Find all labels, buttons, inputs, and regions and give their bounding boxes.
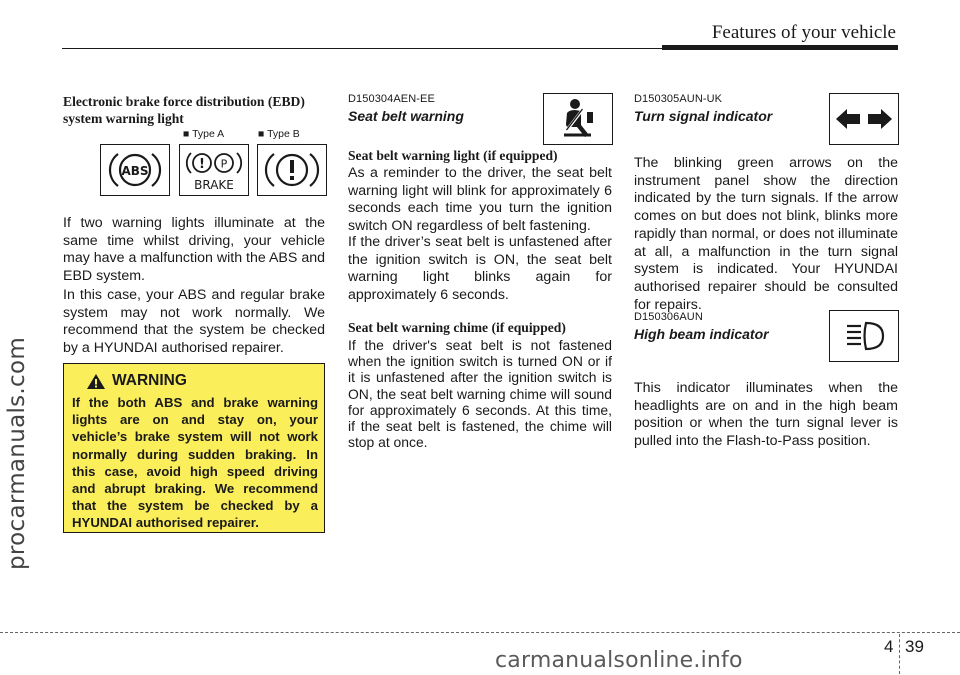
- header-rule: [62, 48, 662, 49]
- abs-icon: [105, 148, 165, 192]
- type-b-text: Type B: [267, 128, 300, 140]
- warning-title: WARNING: [112, 372, 187, 389]
- turn-signal-paragraph: The blinking green arrows on the instrument panel show the direction indicated by the turn signals. If the arrow comes on but does not blink, blinks more rapidly than normal, or does not illuminate at all, a malfunction in the turn signal system is indicated. Your HYUNDAI authorised repairer should be consulted for repairs.: [634, 155, 898, 313]
- seatbelt-light-subheading: Seat belt warning light (if equipped): [348, 148, 558, 163]
- warning-box: [63, 363, 325, 533]
- page-header-title: Features of your vehicle: [711, 22, 896, 43]
- turn-signal-icon-box: [829, 93, 899, 145]
- high-beam-code: D150306AUN: [634, 311, 703, 323]
- high-beam-paragraph: This indicator illuminates when the headlights are on and in the high beam position or when the turn signal lever is pulled into the Flash-to-Pass position.: [634, 380, 898, 450]
- exclamation-icon: [262, 148, 322, 192]
- footer-rule: [0, 632, 960, 633]
- warning-triangle-icon: [86, 373, 106, 390]
- turn-signal-title: Turn signal indicator: [634, 108, 773, 124]
- brake-icon: [183, 147, 245, 193]
- high-beam-icon-box: [829, 310, 899, 362]
- bottom-watermark: carmanualsonline.info: [495, 648, 743, 673]
- svg-text:!: !: [199, 157, 205, 172]
- parking-p-text: P: [220, 157, 228, 171]
- high-beam-title: High beam indicator: [634, 326, 769, 342]
- type-a-text: Type A: [192, 128, 225, 140]
- type-a-label: ■ Type A: [183, 128, 225, 140]
- ebd-heading-line1: Electronic brake force distribution (EBD): [63, 94, 305, 109]
- ebd-heading: [63, 93, 328, 127]
- ebd-paragraph-1: If two warning lights illuminate at the same time whilst driving, your vehicle may have a malfunction with the ABS and EBD system.: [63, 215, 325, 285]
- seatbelt-code: D150304AEN-EE: [348, 93, 435, 105]
- warning-header: [86, 372, 187, 390]
- turn-signal-code: D150305AUN-UK: [634, 93, 723, 105]
- seatbelt-icon: [555, 97, 601, 141]
- header-rule-bold: [662, 45, 898, 50]
- seatbelt-paragraph-1: As a reminder to the driver, the seat belt warning light will blink for approximately 6 seconds each time you turn the ignition switch ON regardless of belt fastening.: [348, 165, 612, 235]
- footer-divider: [899, 634, 900, 674]
- ebd-paragraph-2: In this case, your ABS and regular brake system may not work normally. We recommend that the system be checked by a HYUNDAI authorised repairer.: [63, 287, 325, 357]
- ebd-heading-line2: system warning light: [63, 111, 184, 126]
- seatbelt-title: Seat belt warning: [348, 108, 464, 124]
- warning-text: If the both ABS and brake warning lights are on and stay on, your vehicle’s brake system will not work normally during sudden braking. In this case, avoid high speed driving and abrupt braking. We recommend that the system be checked by a HYUNDAI authorised repairer.: [72, 395, 318, 531]
- page-chapter: 4: [884, 637, 894, 656]
- side-watermark: [2, 336, 42, 570]
- brake-icon-text: BRAKE: [194, 178, 234, 192]
- seatbelt-warning-icon: [543, 93, 613, 145]
- seatbelt-paragraph-2: If the driver’s seat belt is unfastened after the ignition switch is ON, the seat belt warning light blinks again for approximately 6 seconds.: [348, 234, 612, 304]
- page-number: 39: [905, 637, 924, 656]
- brake-warning-icon-type-b: [257, 144, 327, 196]
- high-beam-icon: [839, 319, 889, 353]
- side-watermark-text: procarmanuals.com: [4, 336, 30, 570]
- seatbelt-paragraph-3: If the driver's seat belt is not fastened when the ignition switch is turned ON or if it is unfastened after the ignition switch is ON, the seat belt warning chime will sound for approximately 6 seconds. At this time, if the seat belt is fastened, the chime will stop at once.: [348, 337, 612, 451]
- brake-warning-icon: [179, 144, 249, 196]
- turn-signal-arrows-icon: [835, 107, 893, 131]
- type-b-label: ■ Type B: [258, 128, 300, 140]
- seatbelt-chime-subheading: Seat belt warning chime (if equipped): [348, 320, 566, 335]
- abs-warning-icon: [100, 144, 170, 196]
- abs-icon-text: ABS: [121, 164, 149, 178]
